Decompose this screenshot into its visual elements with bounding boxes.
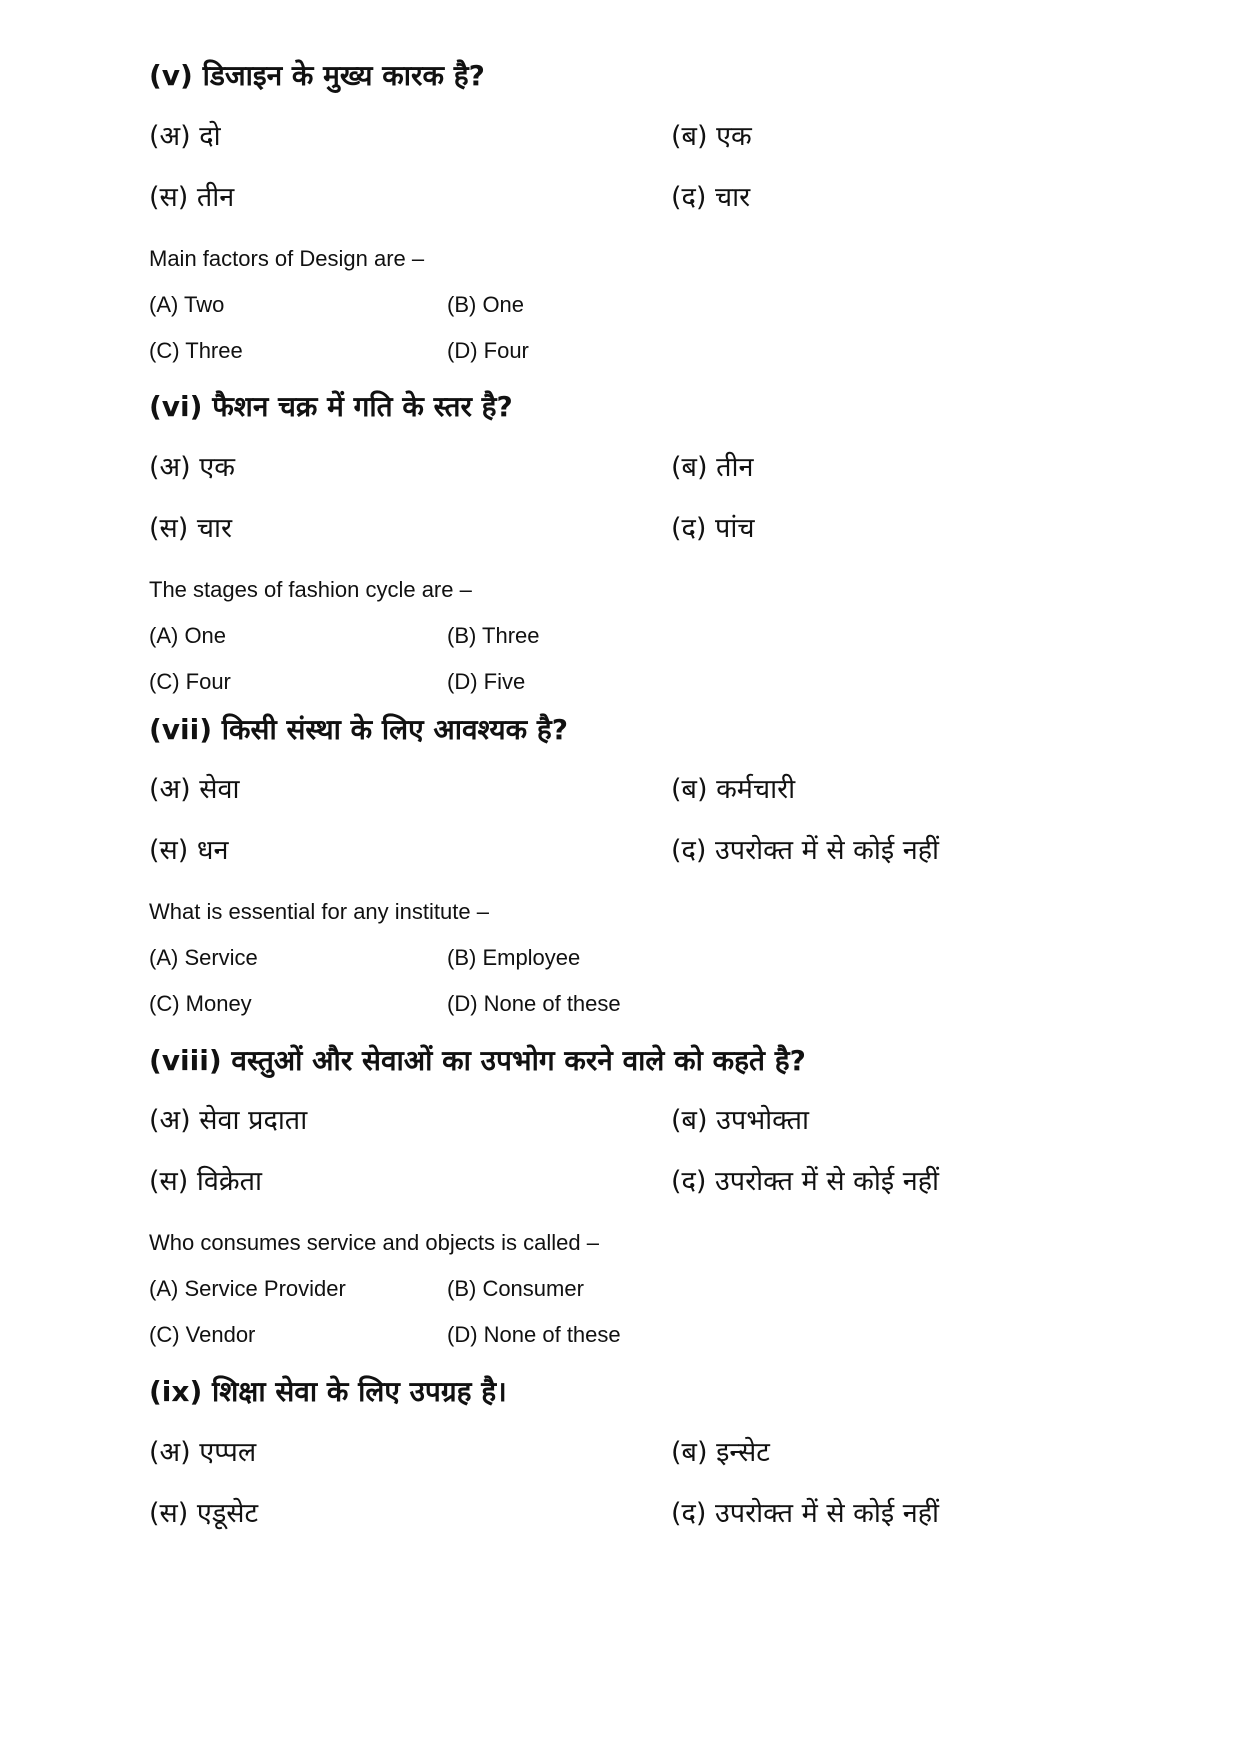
question-vii-option-a-hindi: (अ) सेवा [149,774,240,805]
question-viii-option-d-hindi: (द) उपरोक्त में से कोई नहीं [671,1166,940,1197]
question-v-option-d-english: (D) Four [447,338,529,363]
question-vii-option-c-english: (C) Money [149,991,252,1016]
question-vii-option-d-hindi: (द) उपरोक्त में से कोई नहीं [671,835,940,866]
question-ix-option-b-hindi: (ब) इन्सेट [671,1437,770,1468]
question-viii-option-a-hindi: (अ) सेवा प्रदाता [149,1105,308,1136]
question-vi-option-d-hindi: (द) पांच [671,513,755,544]
question-vi-option-d-english: (D) Five [447,669,526,694]
question-vi-english: The stages of fashion cycle are – [149,577,472,602]
question-viii-option-b-hindi: (ब) उपभोक्ता [671,1105,810,1136]
question-viii-option-a-english: (A) Service Provider [149,1276,346,1301]
question-v-option-b-hindi: (ब) एक [671,121,752,152]
question-v-english: Main factors of Design are – [149,246,425,271]
question-vii-option-c-hindi: (स) धन [149,835,229,866]
question-v-option-c-hindi: (स) तीन [149,182,235,213]
question-vii-option-d-english: (D) None of these [447,991,621,1016]
question-v-option-b-english: (B) One [447,292,525,317]
question-viii-hindi: (viii) वस्तुओं और सेवाओं का उपभोग करने वाले को कहते है? [149,1044,806,1077]
question-viii-option-d-english: (D) None of these [447,1322,621,1347]
question-vi-option-a-english: (A) One [149,623,227,648]
question-vi-hindi: (vi) फैशन चक्र में गति के स्तर है? [149,390,513,423]
question-vi-option-b-english: (B) Three [447,623,540,648]
question-vii-option-b-hindi: (ब) कर्मचारी [671,774,796,805]
question-ix-option-a-hindi: (अ) एप्पल [149,1437,257,1468]
question-v-option-a-english: (A) Two [149,292,225,317]
question-viii-english: Who consumes service and objects is called – [149,1230,599,1255]
question-v-hindi: (v) डिजाइन के मुख्य कारक है? [149,59,485,92]
question-viii-option-c-english: (C) Vendor [149,1322,256,1347]
question-vii-hindi: (vii) किसी संस्था के लिए आवश्यक है? [149,713,569,746]
question-ix-option-d-hindi: (द) उपरोक्त में से कोई नहीं [671,1498,940,1529]
question-ix-option-c-hindi: (स) एडूसेट [149,1498,259,1529]
question-v-option-a-hindi: (अ) दो [149,121,221,152]
question-viii-option-b-english: (B) Consumer [447,1276,584,1301]
question-vii-option-a-english: (A) Service [149,945,258,970]
question-vi-option-b-hindi: (ब) तीन [671,452,754,483]
question-v-option-d-hindi: (द) चार [671,182,751,213]
question-vi-option-c-english: (C) Four [149,669,231,694]
question-ix-hindi: (ix) शिक्षा सेवा के लिए उपग्रह है। [149,1375,507,1408]
question-vi-option-a-hindi: (अ) एक [149,452,235,483]
question-vii-english: What is essential for any institute – [149,899,489,924]
question-vi-option-c-hindi: (स) चार [149,513,233,544]
question-vii-option-b-english: (B) Employee [447,945,581,970]
question-viii-option-c-hindi: (स) विक्रेता [149,1166,263,1197]
question-v-option-c-english: (C) Three [149,338,243,363]
